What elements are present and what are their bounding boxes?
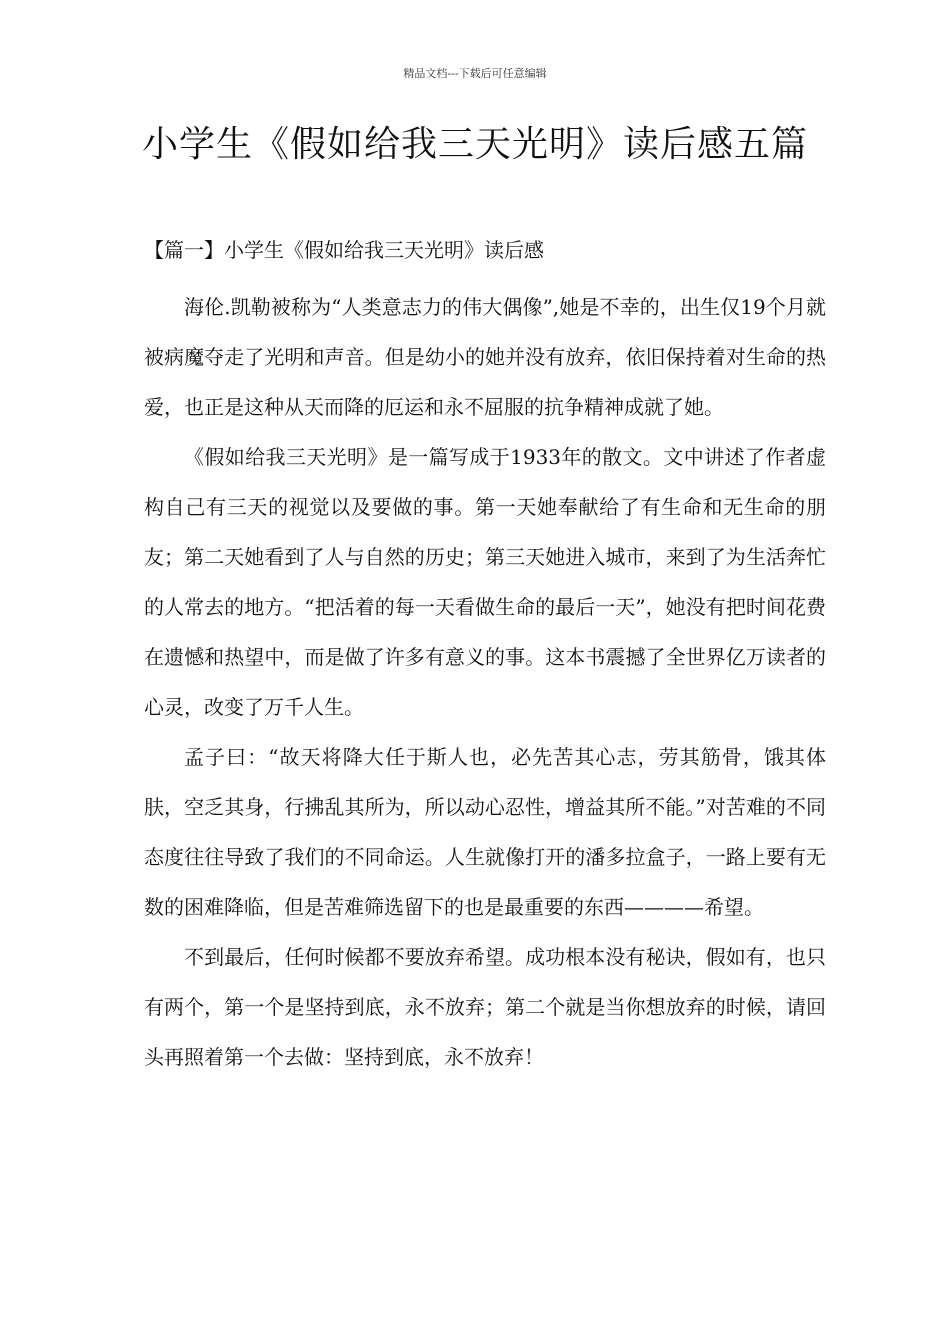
body-text — [144, 282, 826, 1082]
paragraph-4: 不到最后，任何时候都不要放弃希望。成功根本没有秘诀，假如有，也只有两个，第一个是坚持到底，永不放弃；第二个就是当你想放弃的时候，请回头再照着第一个去做：坚持到底，永不放弃！ — [144, 945, 826, 1069]
paragraph-1: 海伦.凯勒被称为“人类意志力的伟大偶像”,她是不幸的，出生仅19个月就被病魔夺走了光明和声音。但是幼小的她并没有放弃，依旧保持着对生命的热爱，也正是这种从天而降的厄运和永不屈服的抗争精神成就了她。 — [144, 295, 826, 419]
paragraph-2: 《假如给我三天光明》是一篇写成于1933年的散文。文中讲述了作者虚构自己有三天的视觉以及要做的事。第一天她奉献给了有生命和无生命的朋友；第二天她看到了人与自然的历史；第三天她进入城市，来到了为生活奔忙的人常去的地方。“把活着的每一天看做生命的最后一天”，她没有把时间花费在遗憾和热望中，而是做了许多有意义的事。这本书震撼了全世界亿万读者的心灵，改变了万千人生。 — [144, 445, 826, 719]
document-title: 小学生《假如给我三天光明》读后感五篇 — [141, 124, 808, 165]
paragraph-3: 孟子曰：“故天将降大任于斯人也，必先苦其心志，劳其筋骨，饿其体肤，空乏其身，行拂乱其所为，所以动心忍性，增益其所不能。”对苦难的不同态度往往导致了我们的不同命运。人生就像打开的潘多拉盒子，一路上要有无数的困难降临，但是苦难筛选留下的也是最重要的东西————希望。 — [144, 745, 826, 919]
section-heading: 【篇一】小学生《假如给我三天光明》读后感 — [144, 238, 544, 262]
header-note: 精品文档---下载后可任意编辑 — [403, 67, 547, 80]
